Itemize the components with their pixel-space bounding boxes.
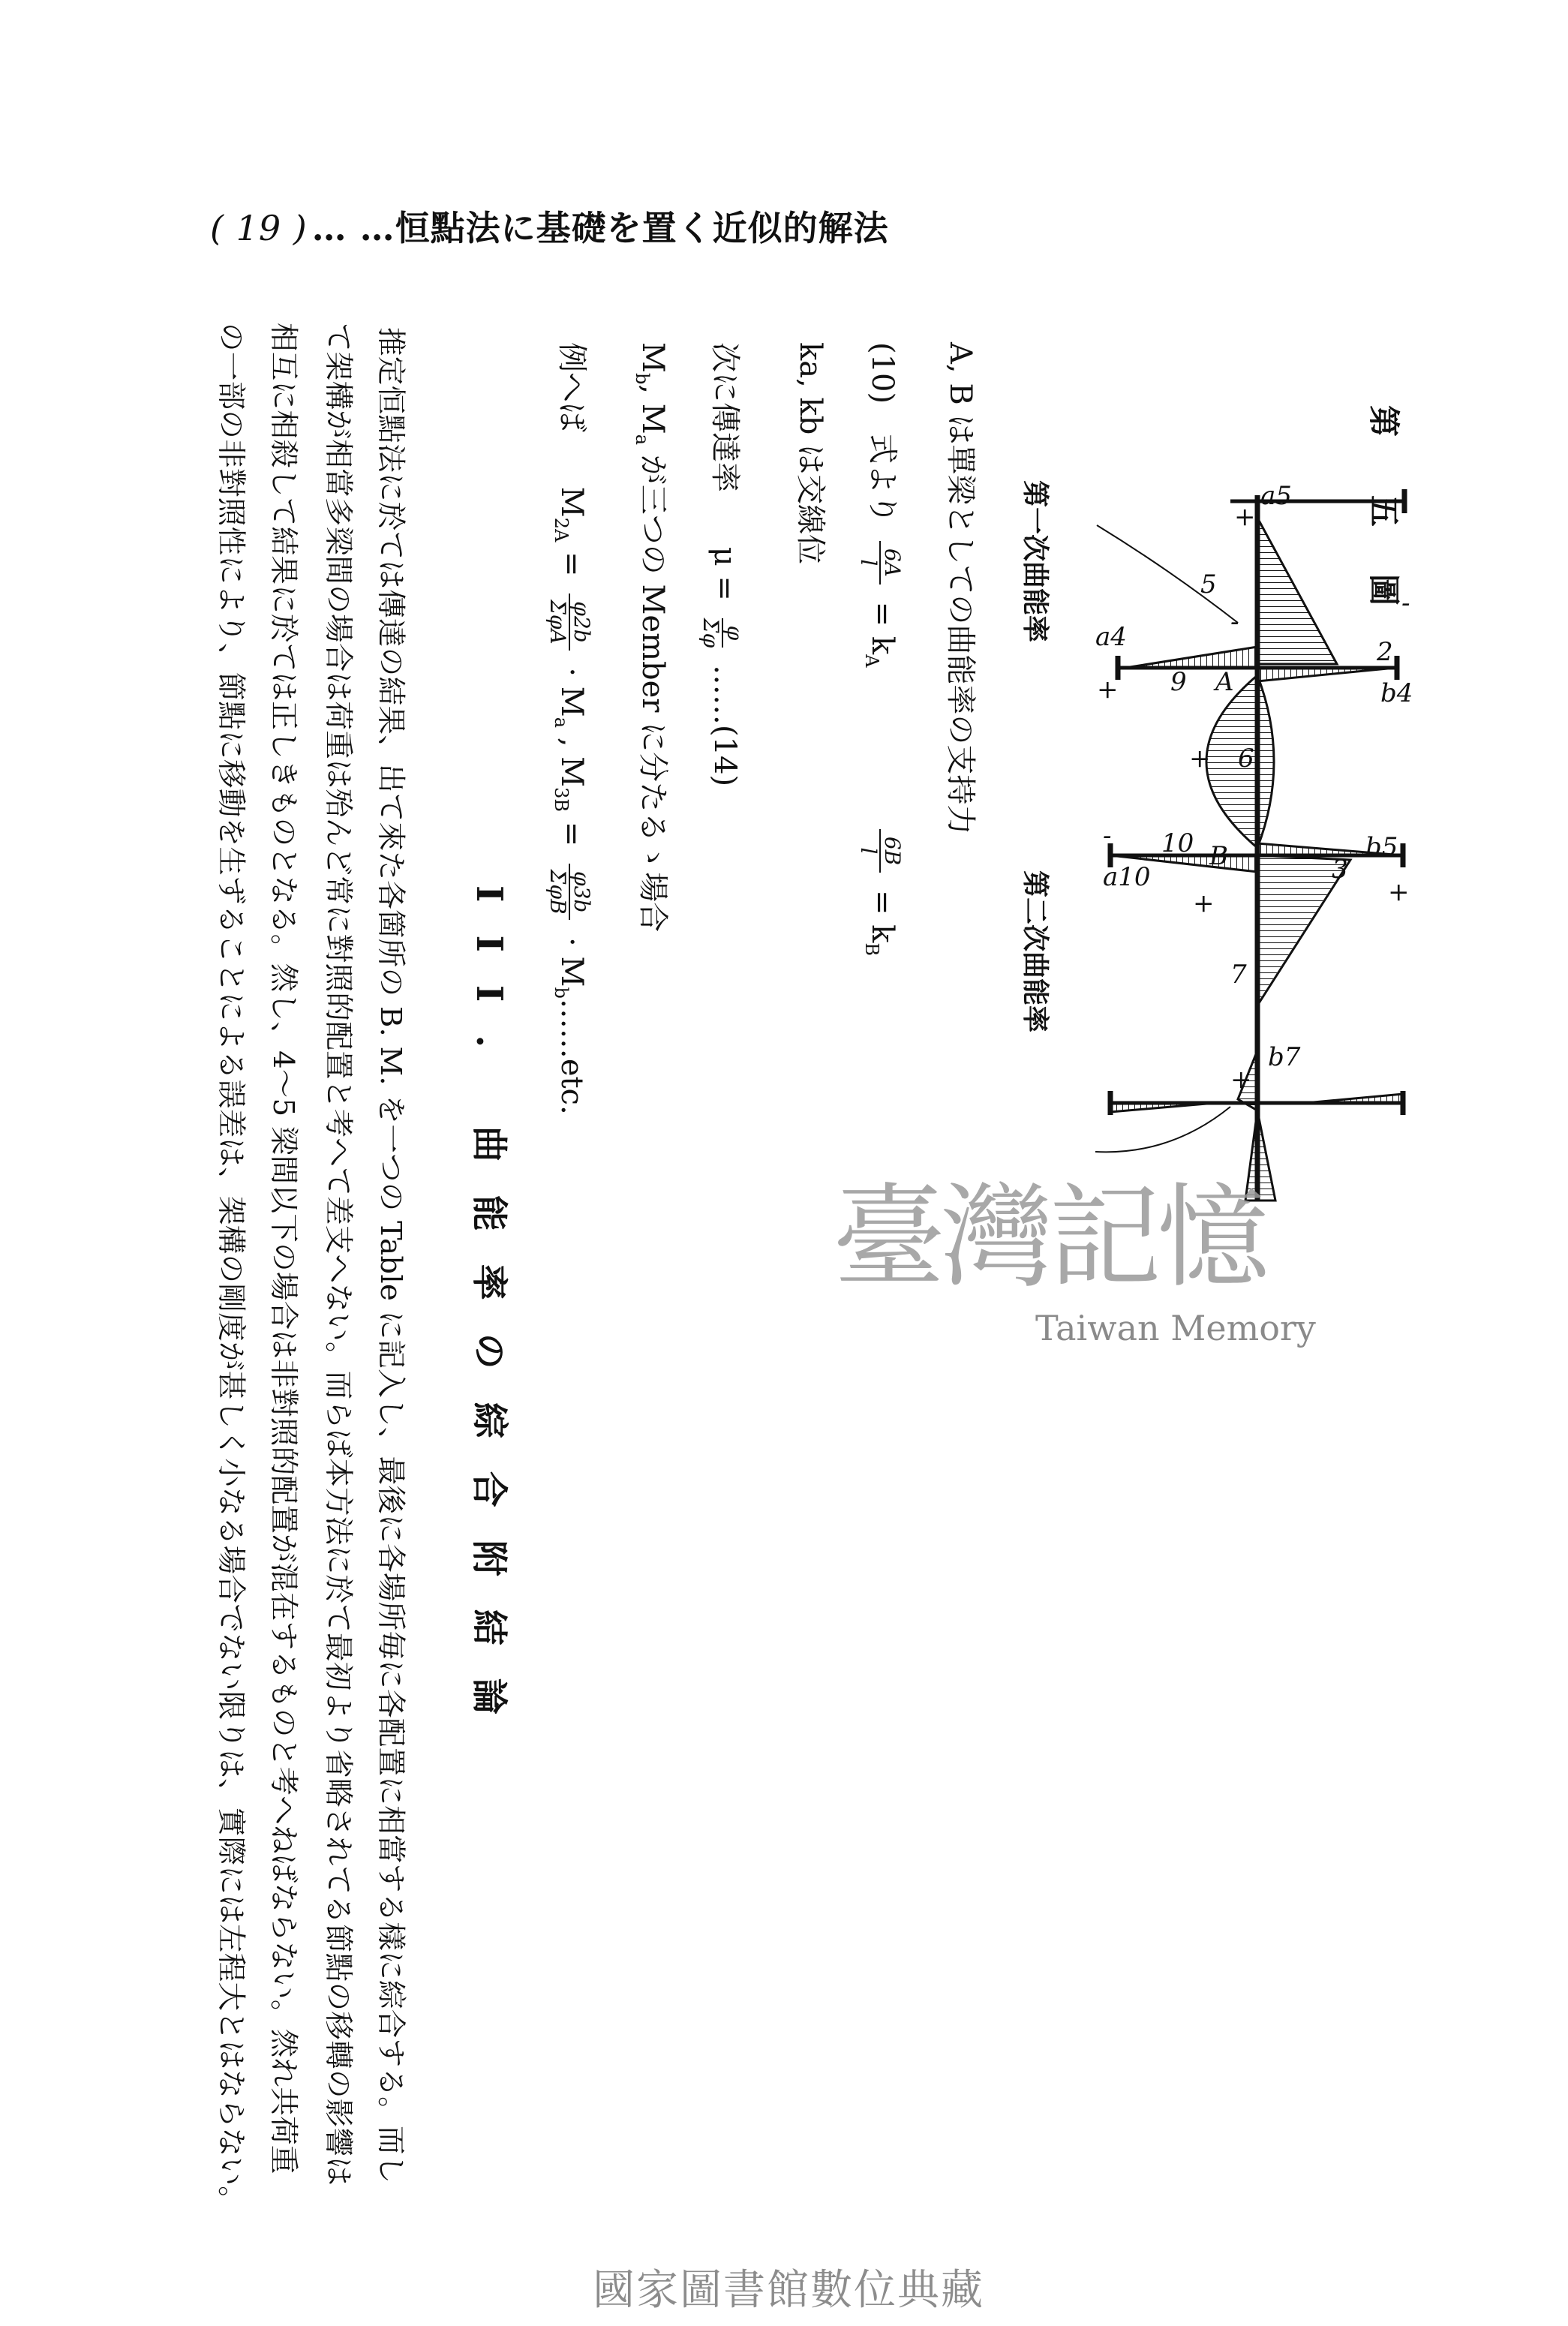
label-sign: + [1097, 675, 1119, 705]
label-6: 6 [1238, 744, 1254, 774]
text-line-members [624, 342, 671, 932]
label-sign: + [1189, 744, 1211, 774]
label-b: B [1209, 841, 1228, 871]
label-7: 7 [1230, 960, 1247, 990]
label-9: 9 [1170, 667, 1187, 697]
label-sign: + [1388, 877, 1410, 907]
paragraph-line: 推定恒點法に於ては傳達の結果、出て來た各箇所の B. M. を一つの Table に記入し、最後に各場所毎に各配置に相當する樣に綜合する。而し [374, 327, 407, 2184]
eq-prefix: 次に傳達率 [707, 342, 742, 492]
text-line-ab-support: A, B は單梁としての曲能率の支持力 [943, 342, 978, 835]
label-sign: + [1234, 502, 1256, 532]
label-3: 3 [1332, 855, 1348, 885]
subscript: B [861, 942, 882, 957]
denominator: l [856, 559, 881, 566]
label-sign: + [1193, 888, 1215, 918]
eq-text: M [635, 342, 670, 373]
caption-first-moment: 第一次曲能率 [1020, 480, 1051, 643]
subscript: a [551, 717, 572, 729]
label-b5: b5 [1365, 832, 1398, 862]
eq-prefix: (10) 式より [865, 342, 900, 524]
subscript: 3B [551, 787, 572, 813]
caption-second-moment: 第二次曲能率 [1020, 870, 1051, 1033]
denominator: Σφ [698, 618, 723, 648]
eq-text: ……etc. [554, 998, 589, 1115]
fraction [546, 594, 593, 650]
paragraph-line: て架構が相當多梁間の場合は荷重は殆んど常に對照的配置と考へて差支へない。而らば本方法に於て最初より省略されてる節點の移轉の影響は [321, 323, 355, 2186]
page-number: ( 19 ) [210, 208, 308, 248]
label-b4: b4 [1380, 678, 1413, 708]
label-a4: a4 [1095, 622, 1127, 652]
label-sign: + [1230, 1065, 1252, 1095]
denominator: l [856, 847, 881, 855]
text-line-ka-kb: ka, kb は交線位 [793, 342, 828, 565]
eq-text: = [554, 821, 589, 847]
eq-text: · M [554, 667, 589, 717]
subscript: A [861, 654, 882, 668]
label-5: 5 [1200, 569, 1217, 600]
numerator: 6A [879, 541, 903, 585]
eq-prefix: 例へば [554, 342, 589, 432]
numerator: φ3b [569, 864, 593, 920]
label-a10: a10 [1103, 862, 1151, 892]
numerator: φ [722, 618, 746, 648]
fraction [699, 618, 746, 648]
label-10: 10 [1161, 828, 1194, 858]
eq-text: · M [554, 937, 589, 987]
eq-text: = [554, 551, 589, 577]
denominator: ΣφB [545, 869, 570, 915]
subscript: b [551, 987, 572, 999]
figure-title-char: 第 [1365, 405, 1402, 437]
header-title: … …恒點法に基礎を置く近似的解法 [311, 208, 889, 248]
subscript: a [632, 434, 653, 446]
label-sign: - [1230, 607, 1239, 637]
figure-title-char: 五 [1365, 495, 1402, 527]
eq-text: = k [865, 889, 900, 943]
fraction [546, 864, 593, 920]
label-b7: b7 [1268, 1042, 1301, 1072]
equation-14 [699, 342, 746, 786]
paragraph-line: の一部の非對照性により、節點に移動を生ずることによる誤差は、架構の剛度が甚しく小なる場合でない限りは、實際には左程大とはならない。 [214, 323, 248, 2216]
watermark-logo: 臺灣記憶 [833, 1173, 1266, 1303]
label-sign: - [1103, 821, 1112, 851]
section-heading: III. 曲能率の綜合附結論 [468, 885, 510, 1748]
numerator: 6B [879, 829, 903, 873]
eq-text: = k [865, 601, 900, 655]
figure-title-char: 圖 [1365, 574, 1402, 606]
label-a: A [1215, 667, 1234, 697]
denominator: ΣφA [545, 600, 570, 645]
label-a5: a5 [1260, 481, 1292, 511]
label-sign: - [1401, 588, 1410, 618]
subscript: b [632, 372, 653, 385]
equation-number: ……(14) [707, 665, 742, 787]
footer-archive-label: 國家圖書館數位典藏 [593, 2266, 984, 2315]
label-2: 2 [1377, 637, 1393, 667]
eq-text: M [554, 486, 589, 518]
fraction [857, 829, 903, 873]
eq-text: が三つの Member に分たるゝ場合 [635, 445, 670, 933]
subscript: 2A [551, 517, 572, 542]
numerator: φ2b [569, 594, 593, 650]
watermark-english: Taiwan Memory [1035, 1308, 1316, 1348]
equation-example [543, 342, 593, 1115]
eq-text: , M [635, 384, 670, 434]
equation-10 [854, 342, 903, 956]
eq-text: , M [554, 737, 589, 788]
eq-text: μ = [707, 546, 742, 601]
fraction [857, 541, 903, 585]
paragraph-line: 相互に相殺して結果に於ては正しきものとなる。然し、4～5 梁間以下の場合は非對照的配置が混在するものと考へねばならない。然れ共荷重 [266, 323, 300, 2174]
